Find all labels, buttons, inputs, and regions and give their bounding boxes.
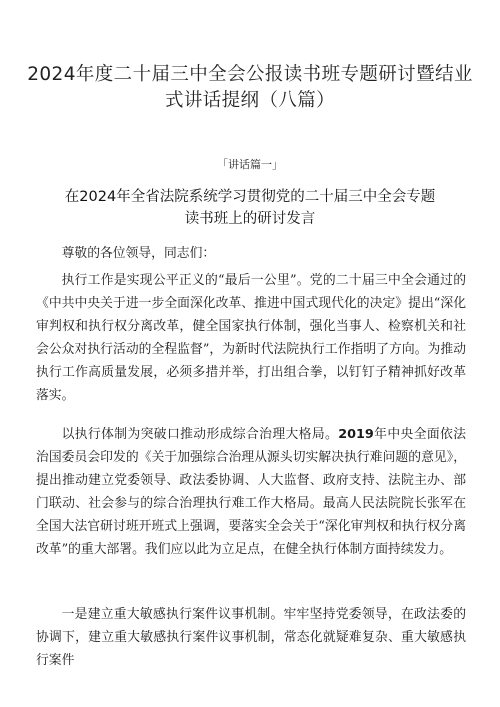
main-title: 2024年度二十届三中全会公报读书班专题研讨暨结业式讲话提纲（八篇）	[27, 64, 473, 111]
paragraph-2-year: 2019	[338, 427, 374, 442]
greeting: 尊敬的各位领导，同志们：	[61, 246, 216, 261]
speech-title: 在2024年全省法院系统学习贯彻党的二十届三中全会专题读书班上的研讨发言	[64, 189, 436, 227]
section-label: 「讲话篇一」	[217, 158, 283, 171]
paragraph-3: 一是建立重大敏感执行案件议事机制。牢牢坚持党委领导，在政法委的协调下，建立重大敏感执行案件议事机制，常态化就疑难复杂、重大敏感执行案件	[36, 607, 466, 668]
paragraph-2-rest: 年中央全面依法治国委员会印发的《关于加强综合治理从源头切实解决执行难问题的意见》，提出推动建立党委领导、政法委协调、人大监督、政府支持、法院主办、部门联动、社会参与的综合治理执行难工作大格局。最高人民法院院长张军在全国大法官研讨班开班式上强调，要落实全会关于“深化审判权和执行权分离改革”的重大部署。我们应以此为立足点，在健全执行体制方面持续发力。	[36, 427, 467, 557]
paragraph-1: 执行工作是实现公平正义的“最后一公里”。党的二十届三中全会通过的《中共中央关于进一步全面深化改革、推进中国式现代化的决定》提出“深化审判权和执行权分离改革，健全国家执行体制，强化当事人、检察机关和社会公众对执行活动的全程监督”，为新时代法院执行工作指明了方向。为推动执行工作高质量发展，必须多措并举，打出组合拳，以钉钉子精神抓好改革落实。	[36, 273, 466, 403]
paragraph-2	[36, 423, 466, 561]
paragraph-2-lead: 以执行体制为突破口推动形成综合治理大格局。	[61, 427, 339, 442]
